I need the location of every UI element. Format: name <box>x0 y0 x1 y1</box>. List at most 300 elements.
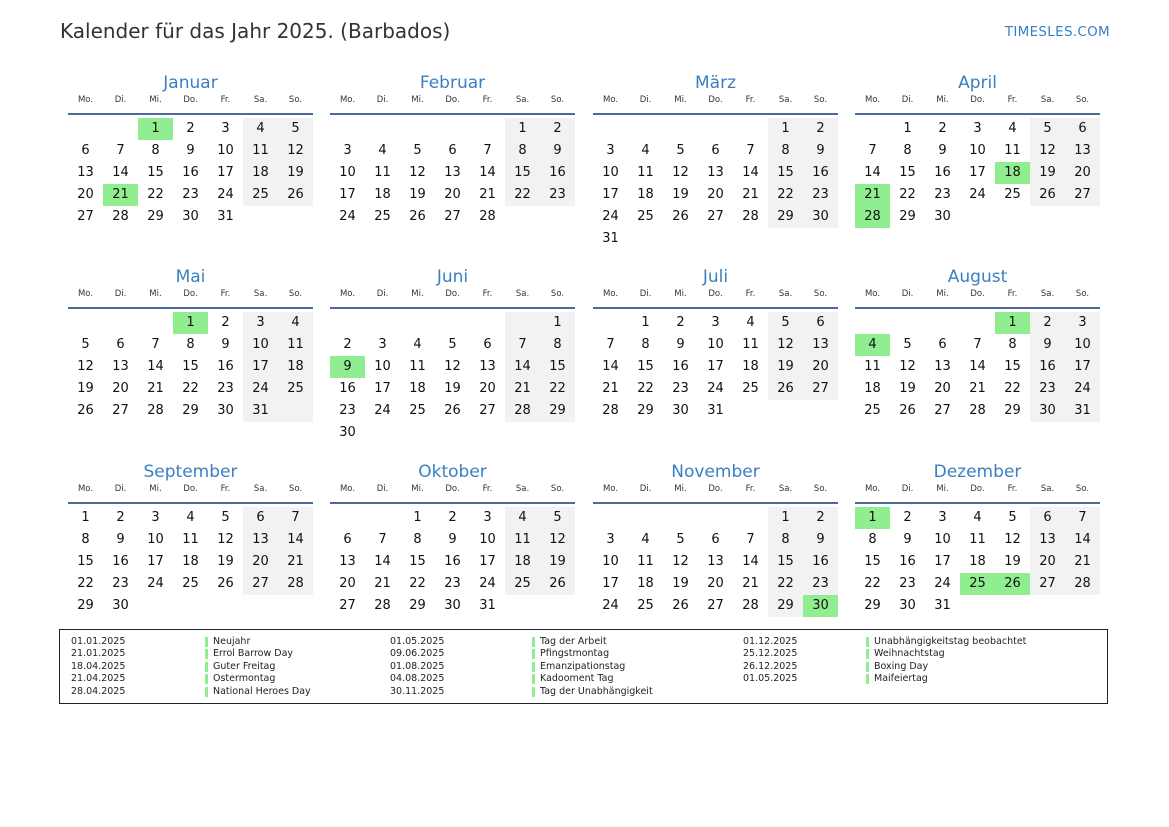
calendar-date[interactable]: 2 <box>343 337 352 352</box>
holiday-date[interactable]: 1 <box>855 507 890 529</box>
calendar-date[interactable]: 10 <box>479 532 496 547</box>
calendar-date[interactable]: 25 <box>514 576 531 591</box>
calendar-date[interactable]: 3 <box>606 532 615 547</box>
calendar-date[interactable]: 9 <box>903 532 912 547</box>
calendar-date[interactable]: 20 <box>339 576 356 591</box>
calendar-date[interactable]: 7 <box>518 337 527 352</box>
calendar-date[interactable]: 27 <box>339 598 356 613</box>
calendar-date[interactable]: 3 <box>711 315 720 330</box>
calendar-date[interactable]: 28 <box>969 403 986 418</box>
calendar-date[interactable]: 23 <box>182 187 199 202</box>
calendar-date[interactable]: 30 <box>934 209 951 224</box>
calendar-date[interactable]: 19 <box>409 187 426 202</box>
calendar-date[interactable]: 3 <box>483 510 492 525</box>
calendar-date[interactable]: 25 <box>637 209 654 224</box>
calendar-date[interactable]: 6 <box>711 143 720 158</box>
calendar-date[interactable]: 11 <box>409 359 426 374</box>
calendar-date[interactable]: 7 <box>973 337 982 352</box>
calendar-date[interactable]: 28 <box>742 598 759 613</box>
calendar-date[interactable]: 29 <box>777 598 794 613</box>
calendar-date[interactable]: 26 <box>444 403 461 418</box>
calendar-date[interactable]: 19 <box>217 554 234 569</box>
calendar-date[interactable]: 10 <box>707 337 724 352</box>
calendar-date[interactable]: 11 <box>374 165 391 180</box>
calendar-date[interactable]: 11 <box>864 359 881 374</box>
calendar-date[interactable]: 20 <box>77 187 94 202</box>
calendar-date[interactable]: 28 <box>1074 576 1091 591</box>
calendar-date[interactable]: 16 <box>812 554 829 569</box>
calendar-date[interactable]: 13 <box>77 165 94 180</box>
calendar-date[interactable]: 21 <box>602 381 619 396</box>
calendar-date[interactable]: 16 <box>112 554 129 569</box>
calendar-date[interactable]: 22 <box>409 576 426 591</box>
calendar-date[interactable]: 20 <box>252 554 269 569</box>
calendar-date[interactable]: 21 <box>479 187 496 202</box>
brand-link[interactable]: TIMESLES.COM <box>1004 24 1110 40</box>
holiday-date[interactable]: 9 <box>330 356 365 378</box>
calendar-date[interactable]: 5 <box>291 121 300 136</box>
calendar-date[interactable]: 31 <box>934 598 951 613</box>
calendar-date[interactable]: 9 <box>448 532 457 547</box>
calendar-date[interactable]: 19 <box>777 359 794 374</box>
calendar-date[interactable]: 3 <box>378 337 387 352</box>
calendar-date[interactable]: 5 <box>676 532 685 547</box>
calendar-date[interactable]: 12 <box>77 359 94 374</box>
calendar-date[interactable]: 16 <box>934 165 951 180</box>
calendar-date[interactable]: 26 <box>672 598 689 613</box>
calendar-date[interactable]: 6 <box>116 337 125 352</box>
calendar-date[interactable]: 6 <box>1078 121 1087 136</box>
calendar-date[interactable]: 24 <box>602 598 619 613</box>
calendar-date[interactable]: 18 <box>374 187 391 202</box>
calendar-date[interactable]: 17 <box>602 576 619 591</box>
calendar-date[interactable]: 23 <box>112 576 129 591</box>
calendar-date[interactable]: 8 <box>553 337 562 352</box>
calendar-date[interactable]: 29 <box>409 598 426 613</box>
calendar-date[interactable]: 14 <box>112 165 129 180</box>
calendar-date[interactable]: 3 <box>606 143 615 158</box>
calendar-date[interactable]: 23 <box>444 576 461 591</box>
calendar-date[interactable]: 2 <box>221 315 230 330</box>
calendar-date[interactable]: 11 <box>637 554 654 569</box>
calendar-date[interactable]: 21 <box>969 381 986 396</box>
holiday-date[interactable]: 18 <box>995 162 1030 184</box>
calendar-date[interactable]: 3 <box>973 121 982 136</box>
calendar-date[interactable]: 19 <box>444 381 461 396</box>
calendar-date[interactable]: 30 <box>444 598 461 613</box>
calendar-date[interactable]: 28 <box>147 403 164 418</box>
calendar-date[interactable]: 10 <box>602 165 619 180</box>
calendar-date[interactable]: 1 <box>81 510 90 525</box>
calendar-date[interactable]: 9 <box>816 532 825 547</box>
calendar-date[interactable]: 20 <box>812 359 829 374</box>
calendar-date[interactable]: 7 <box>606 337 615 352</box>
calendar-date[interactable]: 15 <box>637 359 654 374</box>
calendar-date[interactable]: 29 <box>77 598 94 613</box>
calendar-date[interactable]: 27 <box>934 403 951 418</box>
holiday-date[interactable]: 30 <box>803 595 838 617</box>
calendar-date[interactable]: 5 <box>903 337 912 352</box>
calendar-date[interactable]: 2 <box>186 121 195 136</box>
calendar-date[interactable]: 12 <box>409 165 426 180</box>
calendar-date[interactable]: 23 <box>899 576 916 591</box>
calendar-date[interactable]: 22 <box>777 576 794 591</box>
calendar-date[interactable]: 11 <box>1004 143 1021 158</box>
calendar-date[interactable]: 12 <box>1004 532 1021 547</box>
calendar-date[interactable]: 14 <box>742 165 759 180</box>
calendar-date[interactable]: 27 <box>479 403 496 418</box>
calendar-date[interactable]: 30 <box>672 403 689 418</box>
calendar-date[interactable]: 23 <box>672 381 689 396</box>
calendar-date[interactable]: 17 <box>339 187 356 202</box>
calendar-date[interactable]: 12 <box>672 554 689 569</box>
calendar-date[interactable]: 28 <box>514 403 531 418</box>
calendar-date[interactable]: 29 <box>899 209 916 224</box>
calendar-date[interactable]: 4 <box>256 121 265 136</box>
calendar-date[interactable]: 24 <box>602 209 619 224</box>
calendar-date[interactable]: 31 <box>479 598 496 613</box>
calendar-date[interactable]: 8 <box>781 143 790 158</box>
calendar-date[interactable]: 2 <box>116 510 125 525</box>
calendar-date[interactable]: 19 <box>672 576 689 591</box>
calendar-date[interactable]: 7 <box>378 532 387 547</box>
calendar-date[interactable]: 17 <box>934 554 951 569</box>
calendar-date[interactable]: 14 <box>147 359 164 374</box>
calendar-date[interactable]: 14 <box>602 359 619 374</box>
calendar-date[interactable]: 22 <box>514 187 531 202</box>
calendar-date[interactable]: 16 <box>339 381 356 396</box>
calendar-date[interactable]: 18 <box>742 359 759 374</box>
calendar-date[interactable]: 15 <box>777 554 794 569</box>
calendar-date[interactable]: 22 <box>899 187 916 202</box>
calendar-date[interactable]: 25 <box>864 403 881 418</box>
calendar-date[interactable]: 26 <box>549 576 566 591</box>
holiday-date[interactable]: 26 <box>995 573 1030 595</box>
calendar-date[interactable]: 27 <box>707 209 724 224</box>
calendar-date[interactable]: 27 <box>252 576 269 591</box>
calendar-date[interactable]: 15 <box>899 165 916 180</box>
calendar-date[interactable]: 8 <box>641 337 650 352</box>
calendar-date[interactable]: 28 <box>602 403 619 418</box>
calendar-date[interactable]: 15 <box>549 359 566 374</box>
calendar-date[interactable]: 19 <box>899 381 916 396</box>
calendar-date[interactable]: 23 <box>812 576 829 591</box>
calendar-date[interactable]: 29 <box>549 403 566 418</box>
calendar-date[interactable]: 20 <box>1039 554 1056 569</box>
calendar-date[interactable]: 25 <box>287 381 304 396</box>
calendar-date[interactable]: 18 <box>287 359 304 374</box>
calendar-date[interactable]: 4 <box>641 532 650 547</box>
calendar-date[interactable]: 18 <box>637 187 654 202</box>
calendar-date[interactable]: 9 <box>676 337 685 352</box>
calendar-date[interactable]: 20 <box>444 187 461 202</box>
calendar-date[interactable]: 11 <box>182 532 199 547</box>
calendar-date[interactable]: 11 <box>252 143 269 158</box>
calendar-date[interactable]: 16 <box>899 554 916 569</box>
calendar-date[interactable]: 18 <box>864 381 881 396</box>
calendar-date[interactable]: 2 <box>553 121 562 136</box>
calendar-date[interactable]: 30 <box>217 403 234 418</box>
calendar-date[interactable]: 15 <box>182 359 199 374</box>
calendar-date[interactable]: 31 <box>252 403 269 418</box>
calendar-date[interactable]: 1 <box>781 510 790 525</box>
calendar-date[interactable]: 25 <box>374 209 391 224</box>
calendar-date[interactable]: 16 <box>812 165 829 180</box>
calendar-date[interactable]: 14 <box>864 165 881 180</box>
calendar-date[interactable]: 17 <box>1074 359 1091 374</box>
calendar-date[interactable]: 12 <box>287 143 304 158</box>
calendar-date[interactable]: 6 <box>483 337 492 352</box>
calendar-date[interactable]: 19 <box>77 381 94 396</box>
calendar-date[interactable]: 24 <box>934 576 951 591</box>
calendar-date[interactable]: 10 <box>1074 337 1091 352</box>
holiday-date[interactable]: 1 <box>995 312 1030 334</box>
calendar-date[interactable]: 2 <box>676 315 685 330</box>
calendar-date[interactable]: 4 <box>973 510 982 525</box>
calendar-date[interactable]: 20 <box>707 576 724 591</box>
calendar-date[interactable]: 15 <box>1004 359 1021 374</box>
calendar-date[interactable]: 29 <box>777 209 794 224</box>
calendar-date[interactable]: 14 <box>374 554 391 569</box>
calendar-date[interactable]: 8 <box>1008 337 1017 352</box>
calendar-date[interactable]: 14 <box>1074 532 1091 547</box>
calendar-date[interactable]: 17 <box>602 187 619 202</box>
calendar-date[interactable]: 13 <box>252 532 269 547</box>
calendar-date[interactable]: 25 <box>637 598 654 613</box>
calendar-date[interactable]: 15 <box>409 554 426 569</box>
calendar-date[interactable]: 15 <box>147 165 164 180</box>
calendar-date[interactable]: 5 <box>676 143 685 158</box>
calendar-date[interactable]: 1 <box>553 315 562 330</box>
calendar-date[interactable]: 25 <box>742 381 759 396</box>
calendar-date[interactable]: 8 <box>413 532 422 547</box>
calendar-date[interactable]: 10 <box>147 532 164 547</box>
calendar-date[interactable]: 11 <box>287 337 304 352</box>
calendar-date[interactable]: 24 <box>707 381 724 396</box>
calendar-date[interactable]: 20 <box>1074 165 1091 180</box>
calendar-date[interactable]: 7 <box>291 510 300 525</box>
calendar-date[interactable]: 4 <box>518 510 527 525</box>
calendar-date[interactable]: 13 <box>479 359 496 374</box>
calendar-date[interactable]: 11 <box>637 165 654 180</box>
calendar-date[interactable]: 1 <box>413 510 422 525</box>
calendar-date[interactable]: 17 <box>252 359 269 374</box>
calendar-date[interactable]: 27 <box>77 209 94 224</box>
calendar-date[interactable]: 18 <box>182 554 199 569</box>
calendar-date[interactable]: 9 <box>116 532 125 547</box>
calendar-date[interactable]: 10 <box>969 143 986 158</box>
calendar-date[interactable]: 28 <box>479 209 496 224</box>
holiday-date[interactable]: 1 <box>138 118 173 140</box>
calendar-date[interactable]: 10 <box>252 337 269 352</box>
calendar-date[interactable]: 3 <box>1078 315 1087 330</box>
calendar-date[interactable]: 26 <box>77 403 94 418</box>
calendar-date[interactable]: 10 <box>339 165 356 180</box>
holiday-date[interactable]: 1 <box>173 312 208 334</box>
calendar-date[interactable]: 13 <box>339 554 356 569</box>
calendar-date[interactable]: 31 <box>602 231 619 246</box>
calendar-date[interactable]: 26 <box>287 187 304 202</box>
calendar-date[interactable]: 13 <box>1039 532 1056 547</box>
calendar-date[interactable]: 13 <box>1074 143 1091 158</box>
calendar-date[interactable]: 10 <box>934 532 951 547</box>
calendar-date[interactable]: 21 <box>287 554 304 569</box>
calendar-date[interactable]: 5 <box>1043 121 1052 136</box>
calendar-date[interactable]: 9 <box>938 143 947 158</box>
calendar-date[interactable]: 29 <box>637 403 654 418</box>
calendar-date[interactable]: 8 <box>518 143 527 158</box>
calendar-date[interactable]: 10 <box>602 554 619 569</box>
calendar-date[interactable]: 5 <box>781 315 790 330</box>
calendar-date[interactable]: 6 <box>81 143 90 158</box>
calendar-date[interactable]: 29 <box>182 403 199 418</box>
calendar-date[interactable]: 19 <box>287 165 304 180</box>
calendar-date[interactable]: 17 <box>707 359 724 374</box>
holiday-date[interactable]: 4 <box>855 334 890 356</box>
calendar-date[interactable]: 12 <box>217 532 234 547</box>
calendar-date[interactable]: 9 <box>553 143 562 158</box>
calendar-date[interactable]: 3 <box>256 315 265 330</box>
calendar-date[interactable]: 1 <box>781 121 790 136</box>
calendar-date[interactable]: 3 <box>343 143 352 158</box>
calendar-date[interactable]: 27 <box>112 403 129 418</box>
calendar-date[interactable]: 23 <box>549 187 566 202</box>
calendar-date[interactable]: 22 <box>777 187 794 202</box>
calendar-date[interactable]: 29 <box>147 209 164 224</box>
calendar-date[interactable]: 2 <box>903 510 912 525</box>
calendar-date[interactable]: 16 <box>549 165 566 180</box>
calendar-date[interactable]: 3 <box>221 121 230 136</box>
calendar-date[interactable]: 9 <box>221 337 230 352</box>
calendar-date[interactable]: 9 <box>186 143 195 158</box>
calendar-date[interactable]: 31 <box>707 403 724 418</box>
calendar-date[interactable]: 7 <box>746 143 755 158</box>
calendar-date[interactable]: 29 <box>864 598 881 613</box>
calendar-date[interactable]: 15 <box>514 165 531 180</box>
calendar-date[interactable]: 13 <box>707 165 724 180</box>
calendar-date[interactable]: 13 <box>934 359 951 374</box>
calendar-date[interactable]: 30 <box>1039 403 1056 418</box>
calendar-date[interactable]: 10 <box>217 143 234 158</box>
calendar-date[interactable]: 14 <box>514 359 531 374</box>
calendar-date[interactable]: 18 <box>969 554 986 569</box>
calendar-date[interactable]: 8 <box>868 532 877 547</box>
calendar-date[interactable]: 22 <box>549 381 566 396</box>
calendar-date[interactable]: 7 <box>1078 510 1087 525</box>
calendar-date[interactable]: 25 <box>252 187 269 202</box>
calendar-date[interactable]: 6 <box>448 143 457 158</box>
calendar-date[interactable]: 5 <box>221 510 230 525</box>
calendar-date[interactable]: 6 <box>711 532 720 547</box>
calendar-date[interactable]: 5 <box>81 337 90 352</box>
calendar-date[interactable]: 24 <box>147 576 164 591</box>
calendar-date[interactable]: 11 <box>514 532 531 547</box>
calendar-date[interactable]: 21 <box>147 381 164 396</box>
calendar-date[interactable]: 4 <box>291 315 300 330</box>
calendar-date[interactable]: 23 <box>934 187 951 202</box>
holiday-date[interactable]: 28 <box>855 206 890 228</box>
calendar-date[interactable]: 17 <box>217 165 234 180</box>
calendar-date[interactable]: 24 <box>969 187 986 202</box>
holiday-date[interactable]: 21 <box>855 184 890 206</box>
calendar-date[interactable]: 6 <box>816 315 825 330</box>
calendar-date[interactable]: 2 <box>816 121 825 136</box>
calendar-date[interactable]: 16 <box>444 554 461 569</box>
calendar-date[interactable]: 7 <box>746 532 755 547</box>
calendar-date[interactable]: 2 <box>448 510 457 525</box>
calendar-date[interactable]: 11 <box>969 532 986 547</box>
calendar-date[interactable]: 8 <box>81 532 90 547</box>
calendar-date[interactable]: 13 <box>812 337 829 352</box>
calendar-date[interactable]: 6 <box>938 337 947 352</box>
calendar-date[interactable]: 27 <box>1039 576 1056 591</box>
calendar-date[interactable]: 12 <box>549 532 566 547</box>
calendar-date[interactable]: 8 <box>903 143 912 158</box>
calendar-date[interactable]: 9 <box>816 143 825 158</box>
calendar-date[interactable]: 26 <box>409 209 426 224</box>
calendar-date[interactable]: 24 <box>1074 381 1091 396</box>
calendar-date[interactable]: 27 <box>444 209 461 224</box>
calendar-date[interactable]: 13 <box>112 359 129 374</box>
calendar-date[interactable]: 24 <box>479 576 496 591</box>
calendar-date[interactable]: 5 <box>1008 510 1017 525</box>
calendar-date[interactable]: 7 <box>483 143 492 158</box>
calendar-date[interactable]: 21 <box>742 576 759 591</box>
calendar-date[interactable]: 30 <box>182 209 199 224</box>
calendar-date[interactable]: 7 <box>116 143 125 158</box>
calendar-date[interactable]: 25 <box>1004 187 1021 202</box>
calendar-date[interactable]: 24 <box>217 187 234 202</box>
calendar-date[interactable]: 12 <box>899 359 916 374</box>
calendar-date[interactable]: 17 <box>969 165 986 180</box>
calendar-date[interactable]: 1 <box>518 121 527 136</box>
calendar-date[interactable]: 24 <box>252 381 269 396</box>
calendar-date[interactable]: 19 <box>549 554 566 569</box>
calendar-date[interactable]: 5 <box>413 143 422 158</box>
calendar-date[interactable]: 26 <box>777 381 794 396</box>
calendar-date[interactable]: 5 <box>448 337 457 352</box>
calendar-date[interactable]: 15 <box>777 165 794 180</box>
calendar-date[interactable]: 28 <box>112 209 129 224</box>
calendar-date[interactable]: 14 <box>287 532 304 547</box>
calendar-date[interactable]: 4 <box>1008 121 1017 136</box>
calendar-date[interactable]: 22 <box>1004 381 1021 396</box>
calendar-date[interactable]: 20 <box>934 381 951 396</box>
calendar-date[interactable]: 2 <box>1043 315 1052 330</box>
calendar-date[interactable]: 6 <box>1043 510 1052 525</box>
calendar-date[interactable]: 11 <box>742 337 759 352</box>
calendar-date[interactable]: 27 <box>812 381 829 396</box>
calendar-date[interactable]: 21 <box>1074 554 1091 569</box>
calendar-date[interactable]: 12 <box>1039 143 1056 158</box>
calendar-date[interactable]: 2 <box>816 510 825 525</box>
calendar-date[interactable]: 13 <box>707 554 724 569</box>
calendar-date[interactable]: 16 <box>1039 359 1056 374</box>
calendar-date[interactable]: 17 <box>479 554 496 569</box>
calendar-date[interactable]: 8 <box>186 337 195 352</box>
calendar-date[interactable]: 19 <box>1004 554 1021 569</box>
calendar-date[interactable]: 30 <box>112 598 129 613</box>
calendar-date[interactable]: 14 <box>742 554 759 569</box>
calendar-date[interactable]: 23 <box>217 381 234 396</box>
calendar-date[interactable]: 25 <box>409 403 426 418</box>
calendar-date[interactable]: 22 <box>637 381 654 396</box>
calendar-date[interactable]: 12 <box>444 359 461 374</box>
calendar-date[interactable]: 22 <box>77 576 94 591</box>
calendar-date[interactable]: 24 <box>339 209 356 224</box>
calendar-date[interactable]: 21 <box>742 187 759 202</box>
calendar-date[interactable]: 25 <box>182 576 199 591</box>
